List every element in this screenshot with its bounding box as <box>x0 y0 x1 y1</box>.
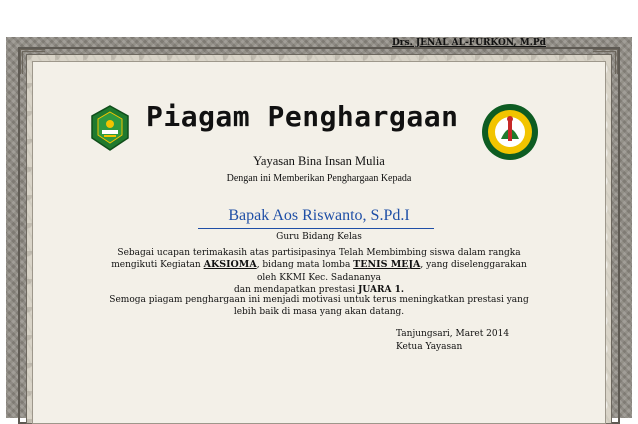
event-name: AKSIOMA <box>203 259 257 271</box>
foundation-name: Yayasan Bina Insan Mulia <box>253 154 385 168</box>
recipient-underline <box>198 228 434 229</box>
body-line-3: oleh KKMI Kec. Sadananya <box>257 272 381 283</box>
prize-text: JUARA 1. <box>358 285 404 296</box>
body-line-2-post: , yang diselenggarakan <box>420 260 527 271</box>
intro-text: Dengan ini Memberikan Penghargaan Kepada <box>226 173 412 184</box>
body-line-2-mid: , bidang mata lomba <box>256 260 354 271</box>
body-text <box>0 247 638 297</box>
body-line-4-pre: dan mendapatkan prestasi <box>234 285 359 296</box>
body-line-2-pre: mengikuti Kegiatan <box>111 260 204 271</box>
ministry-emblem-icon <box>90 104 130 152</box>
body-line-1: Sebagai ucapan terimakasih atas partisipasinya Telah Membimbing siswa dalam rangka <box>117 248 521 258</box>
signatory-name: Drs. JENAL AL-FURKON, M.Pd <box>392 38 546 48</box>
sport-name: TENIS MEJA <box>353 259 421 271</box>
motivation-line-2: lebih baik di masa yang akan datang. <box>233 307 405 318</box>
corner-ornament-right <box>593 49 618 74</box>
place-date: Tanjungsari, Maret 2014 <box>396 329 510 339</box>
signer-title: Ketua Yayasan <box>396 341 463 352</box>
certificate-title: Piagam Penghargaan <box>146 100 459 133</box>
motivation-text <box>0 294 638 319</box>
recipient-name: Bapak Aos Riswanto, S.Pd.I <box>228 207 410 224</box>
corner-ornament-left <box>20 49 45 74</box>
school-badge-icon <box>481 103 539 161</box>
signature-block <box>396 328 509 353</box>
recipient-role: Guru Bidang Kelas <box>276 232 362 242</box>
body-line-2 <box>0 259 638 271</box>
motivation-line-1: Semoga piagam penghargaan ini menjadi motivasi untuk terus meningkatkan prestasi yang <box>109 295 529 305</box>
